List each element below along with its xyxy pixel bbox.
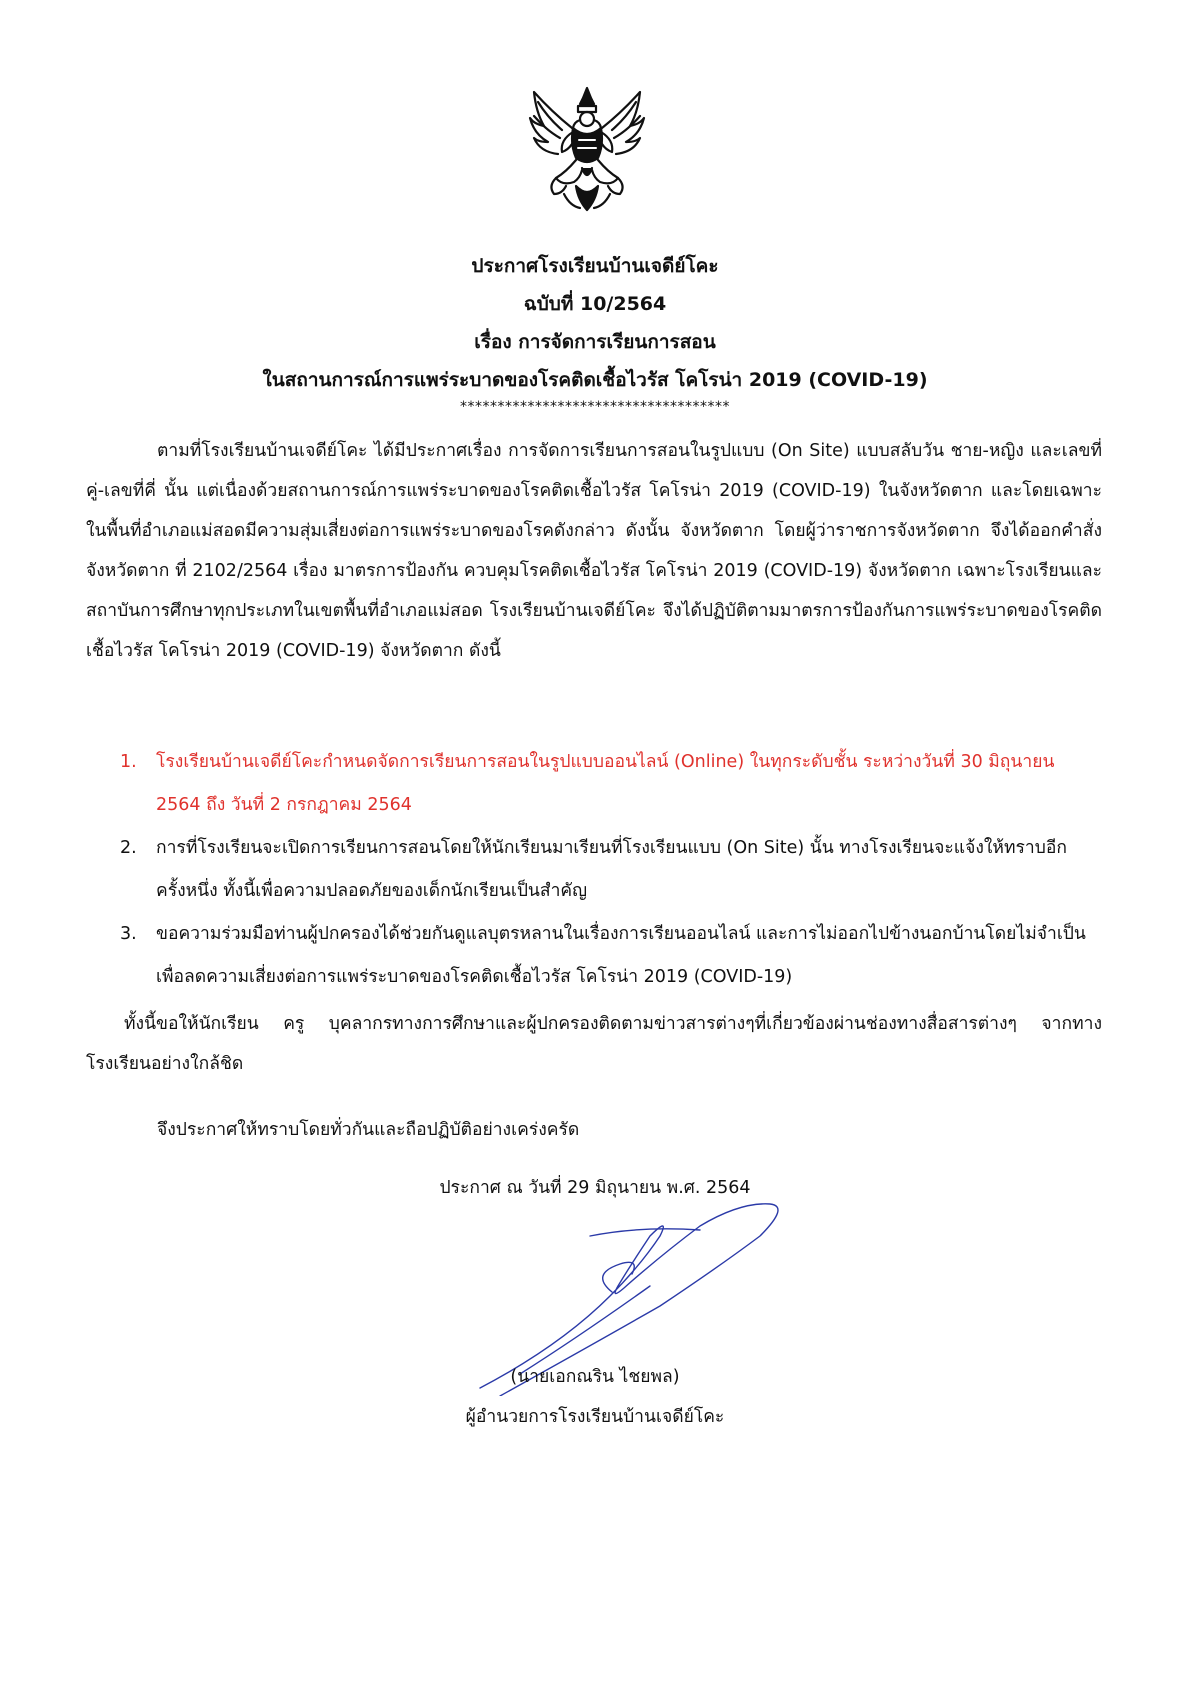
list-item [120,827,1095,913]
list-item [120,913,1095,999]
garuda-emblem-icon [526,82,648,214]
list-item-number: 2. [120,838,137,858]
separator-stars: ************************************ [460,399,730,415]
announcement-title: ประกาศโรงเรียนบ้านเจดีย์โคะ [471,255,719,277]
intro-paragraph: ตามที่โรงเรียนบ้านเจดีย์โคะ ได้มีประกาศเรื่อง การจัดการเรียนการสอนในรูปแบบ (On Site) แบบสลับวัน ชาย-หญิง และเลขที่คู่-เลขที่คี่ นั้น แต่เนื่องด้วยสถานการณ์การแพร่ระบาดของโรคติดเชื้อไวรัส โคโรน่า 2019 (COVID-19) ในจังหวัดตาก และโดยเฉพาะในพื้นที่อำเภอแม่สอดมีความสุ่มเสี่ยงต่อการแพร่ระบาดของโรคดังกล่าว ดังนั้น จังหวัดตาก โดยผู้ว่าราชการจังหวัดตาก จึงได้ออกคำสั่งจังหวัดตาก ที่ 2102/2564 เรื่อง มาตรการป้องกัน ควบคุมโรคติดเชื้อไวรัส โคโรน่า 2019 (COVID-19) จังหวัดตาก เฉพาะโรงเรียนและสถาบันการศึกษาทุกประเภทในเขตพื้นที่อำเภอแม่สอด โรงเรียนบ้านเจดีย์โคะ จึงได้ปฏิบัติตามมาตรการป้องกันการแพร่ระบาดของโรคติดเชื้อไวรัส โคโรน่า 2019 (COVID-19) จังหวัดตาก ดังนี้ [86,441,1102,661]
announce-paragraph: จึงประกาศให้ทราบโดยทั่วกันและถือปฏิบัติอย่างเคร่งครัด [157,1120,580,1140]
list-item-text: โรงเรียนบ้านเจดีย์โคะกำหนดจัดการเรียนการสอนในรูปแบบออนไลน์ (Online) ในทุกระดับชั้น ระหว่างวันที่ 30 มิถุนายน 2564 ถึง วันที่ 2 กรกฎาคม 2564 [156,752,1055,815]
list-item [120,741,1095,827]
announcement-subject: เรื่อง การจัดการเรียนการสอน [474,331,716,353]
list-item-text: ขอความร่วมมือท่านผู้ปกครองได้ช่วยกันดูแลบุตรหลานในเรื่องการเรียนออนไลน์ และการไม่ออกไปข้างนอกบ้านโดยไม่จำเป็นเพื่อลดความเสี่ยงต่อการแพร่ระบาดของโรคติดเชื้อไวรัส โคโรน่า 2019 (COVID-19) [156,924,1086,987]
announcement-number: ฉบับที่ 10/2564 [523,293,667,315]
signer-title: ผู้อำนวยการโรงเรียนบ้านเจดีย์โคะ [465,1407,725,1427]
measures-list [120,741,1095,999]
signer-name: (นายเอกณริน ไชยพล) [510,1367,680,1387]
announcement-subject-line2: ในสถานการณ์การแพร่ระบาดของโรคติดเชื้อไวรัส โคโรน่า 2019 (COVID-19) [262,369,928,391]
list-item-number: 1. [120,752,137,772]
announcement-date: ประกาศ ณ วันที่ 29 มิถุนายน พ.ศ. 2564 [439,1178,751,1198]
list-item-number: 3. [120,924,137,944]
list-item-text: การที่โรงเรียนจะเปิดการเรียนการสอนโดยให้นักเรียนมาเรียนที่โรงเรียนแบบ (On Site) นั้น ทางโรงเรียนจะแจ้งให้ทราบอีกครั้งหนึ่ง ทั้งนี้เพื่อความปลอดภัยของเด็กนักเรียนเป็นสำคัญ [156,838,1067,901]
closing-paragraph: ทั้งนี้ขอให้นักเรียน ครู บุคลากรทางการศึกษาและผู้ปกครองติดตามข่าวสารต่างๆที่เกี่ยวข้องผ่านช่องทางสื่อสารต่างๆ จากทางโรงเรียนอย่างใกล้ชิด [86,1014,1102,1074]
